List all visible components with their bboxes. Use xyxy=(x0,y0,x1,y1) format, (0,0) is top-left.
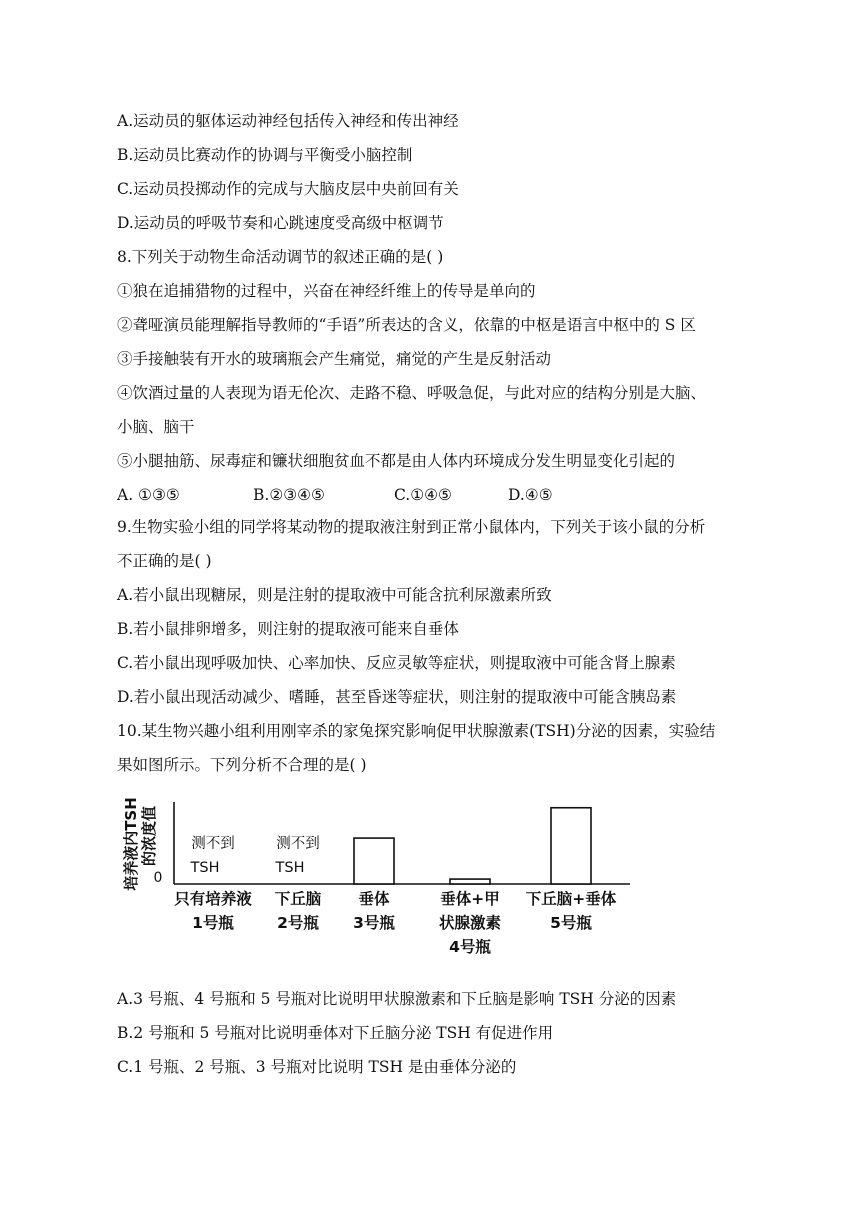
q8-item-1: ①狼在追捕猎物的过程中，兴奋在神经纤维上的传导是单向的 xyxy=(117,282,536,300)
q9-option-a: A.若小鼠出现糖尿，则是注射的提取液中可能含抗利尿激素所致 xyxy=(117,586,552,604)
q10-option-a: A.3 号瓶、4 号瓶和 5 号瓶对比说明甲状腺激素和下丘脑是影响 TSH 分泌的因素 xyxy=(117,990,677,1008)
q10-option-c: C.1 号瓶、2 号瓶、3 号瓶对比说明 TSH 是由垂体分泌的 xyxy=(117,1058,517,1076)
q10-stem-line1: 10.某生物兴趣小组利用刚宰杀的家兔探究影响促甲状腺激素(TSH)分泌的因素，实验结 xyxy=(117,722,716,740)
x-tick-label-3-line1: 垂体 xyxy=(358,890,390,908)
x-tick-label-2-line1: 下丘脑 xyxy=(274,890,322,908)
q7-option-b: B.运动员比赛动作的协调与平衡受小脑控制 xyxy=(117,146,413,164)
x-tick-label-5-line2: 5号瓶 xyxy=(550,914,592,932)
q8-item-2: ②聋哑演员能理解指导教师的“手语”所表达的含义，依靠的中枢是语言中枢中的 S 区 xyxy=(117,316,696,334)
x-tick-label-4-line2: 状腺激素 xyxy=(438,914,502,932)
x-tick-label-1-line1: 只有培养液 xyxy=(174,890,252,908)
q8-item-4-cont: 小脑、脑干 xyxy=(117,418,195,436)
y-axis-label-line2: 的浓度值 xyxy=(140,805,158,867)
q9-option-b: B.若小鼠排卵增多，则注射的提取液可能来自垂体 xyxy=(117,620,459,638)
x-tick-labels xyxy=(174,889,616,956)
q8-choice-d: D.④⑤ xyxy=(508,486,553,504)
q10-stem-line2: 果如图所示。下列分析不合理的是( ) xyxy=(117,756,367,774)
y-axis-label-line1: 培养液内TSH xyxy=(122,797,140,891)
q8-item-3: ③手接触装有开水的玻璃瓶会产生痛觉，痛觉的产生是反射活动 xyxy=(117,350,552,368)
x-tick-label-3-line2: 3号瓶 xyxy=(353,914,395,932)
bar-annotation-1-line2: TSH xyxy=(190,860,220,876)
q8-choice-a: A. ①③⑤ xyxy=(117,486,180,504)
x-tick-label-4-line1: 垂体+甲 xyxy=(440,890,500,908)
bar-annotations xyxy=(190,835,320,876)
q9-option-c: C.若小鼠出现呼吸加快、心率加快、反应灵敏等症状，则提取液中可能含肾上腺素 xyxy=(117,654,676,672)
q8-choices xyxy=(117,485,553,505)
q9-option-d: D.若小鼠出现活动减少、嗜睡，甚至昏迷等症状，则注射的提取液中可能含胰岛素 xyxy=(117,688,677,706)
bars xyxy=(354,808,591,884)
q10-option-b: B.2 号瓶和 5 号瓶对比说明垂体对下丘脑分泌 TSH 有促进作用 xyxy=(117,1024,554,1042)
x-tick-label-2-line2: 2号瓶 xyxy=(277,914,319,932)
tsh-bar-chart xyxy=(118,786,638,976)
q8-stem: 8.下列关于动物生命活动调节的叙述正确的是( ) xyxy=(117,248,444,266)
bar-4 xyxy=(450,879,490,884)
q8-item-5: ⑤小腿抽筋、尿毒症和镰状细胞贫血不都是由人体内环境成分发生明显变化引起的 xyxy=(117,452,676,470)
bar-annotation-1-line1: 测不到 xyxy=(191,836,235,852)
x-tick-label-4-line3: 4号瓶 xyxy=(449,938,491,956)
bar-annotation-2-line2: TSH xyxy=(275,860,305,876)
q9-stem-line1: 9.生物实验小组的同学将某动物的提取液注射到正常小鼠体内，下列关于该小鼠的分析 xyxy=(117,518,706,536)
x-tick-label-1-line2: 1号瓶 xyxy=(192,914,234,932)
x-tick-label-5-line1: 下丘脑+垂体 xyxy=(525,890,617,908)
bar-annotation-2-line1: 测不到 xyxy=(276,836,320,852)
y-origin-label: 0 xyxy=(153,870,163,886)
bar-3 xyxy=(354,838,394,884)
q7-option-c: C.运动员投掷动作的完成与大脑皮层中央前回有关 xyxy=(117,180,459,198)
q8-choice-c: C.①④⑤ xyxy=(394,486,452,504)
q8-choice-b: B.②③④⑤ xyxy=(253,486,325,504)
q7-option-d: D.运动员的呼吸节奏和心跳速度受高级中枢调节 xyxy=(117,214,444,232)
q8-item-4: ④饮酒过量的人表现为语无伦次、走路不稳、呼吸急促，与此对应的结构分别是大脑、 xyxy=(117,384,707,402)
q7-option-a: A.运动员的躯体运动神经包括传入神经和传出神经 xyxy=(117,112,459,130)
bar-5 xyxy=(551,808,591,884)
q9-stem-line2: 不正确的是( ) xyxy=(117,552,212,570)
